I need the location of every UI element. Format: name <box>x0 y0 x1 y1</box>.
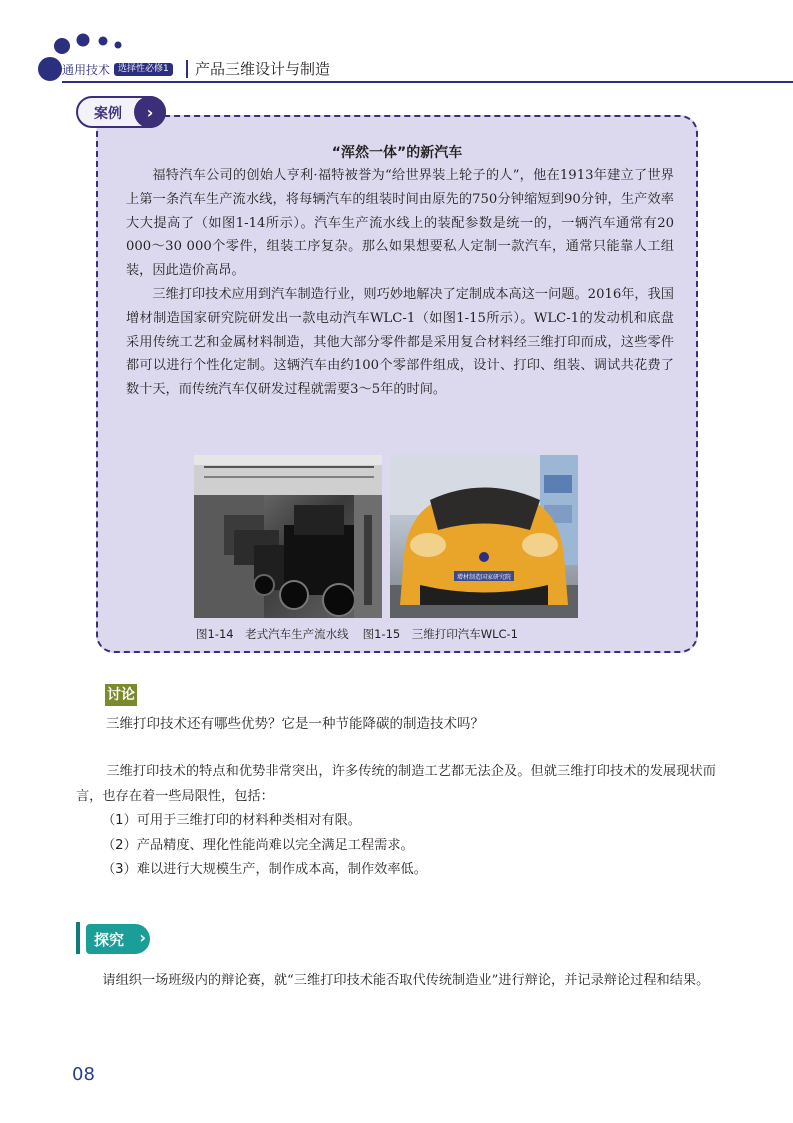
explore-bar <box>76 922 80 954</box>
explore-tab <box>86 924 150 954</box>
case-paragraph-2: 三维打印技术应用到汽车制造行业，则巧妙地解决了定制成本高这一问题。2016年，我国增材制造国家研究院研发出一款电动汽车WLC-1（如图1-15所示）。WLC-1的发动机和底盘采用传统工艺和金属材料制造，其他大部分零件都是采用复合材料经三维打印而成，这些零件都可以进行个性化定制。这辆汽车由约100个零部件组成，设计、打印、组装、调试共花费了数十天，而传统汽车仅研发过程就需要3～5年的时间。 <box>126 286 674 398</box>
list-item: （3）难以进行大规模生产，制作成本高，制作效率低。 <box>102 862 427 877</box>
header-badge: 选择性必修1 <box>114 63 173 76</box>
list-item: （1）可用于三维打印的材料种类相对有限。 <box>102 813 361 828</box>
assembly-line-photo <box>194 455 382 618</box>
caption-figure-1-14: 图1-14 老式汽车生产流水线 <box>196 627 349 641</box>
chevron-right-icon: › <box>139 928 146 947</box>
header-rule <box>62 81 793 83</box>
header-title: 产品三维设计与制造 <box>195 60 331 78</box>
body-intro: 三维打印技术的特点和优势非常突出，许多传统的制造工艺都无法企及。但就三维打印技术的发展现状而言，也存在着一些局限性，包括： <box>76 764 716 804</box>
printed-car-photo <box>390 455 578 618</box>
case-tab <box>76 96 166 128</box>
car-plate: 增材制造国家研究院 <box>456 574 512 581</box>
discussion-question: 三维打印技术还有哪些优势？它是一种节能降碳的制造技术吗？ <box>106 716 484 732</box>
body-text <box>76 760 716 883</box>
case-tab-label: 案例 <box>94 106 122 122</box>
header-separator <box>186 60 188 78</box>
explore-text <box>76 968 716 994</box>
explore-paragraph: 请组织一场班级内的辩论赛，就“三维打印技术能否取代传统制造业”进行辩论，并记录辩论过程和结果。 <box>102 973 710 988</box>
case-title: “浑然一体”的新汽车 <box>331 145 463 161</box>
case-text <box>126 164 674 402</box>
caption-figure-1-15: 图1-15 三维打印汽车WLC-1 <box>362 627 518 641</box>
list-item: （2）产品精度、理化性能尚难以完全满足工程需求。 <box>102 837 414 853</box>
header-series-label: 通用技术 <box>62 62 111 77</box>
chevron-right-icon: › <box>134 96 166 128</box>
page-number: 08 <box>72 1064 95 1085</box>
discussion-heading: 讨论 <box>105 684 137 706</box>
figure-captions <box>196 626 596 642</box>
header-series <box>62 60 173 78</box>
case-paragraph-1: 福特汽车公司的创始人亨利·福特被誉为“给世界装上轮子的人”，他在1913年建立了世界上第一条汽车生产流水线，将每辆汽车的组装时间由原先的750分钟缩短到90分钟，生产效率大大提高了（如图1-14所示）。汽车生产流水线上的装配参数是统一的，一辆汽车通常有20 000～30 000个零件，组装工序复杂。那么如果想要私人定制一款汽车，通常只能靠人工组装，因此造价高昂。 <box>126 168 674 279</box>
explore-label: 探究 <box>94 931 125 949</box>
